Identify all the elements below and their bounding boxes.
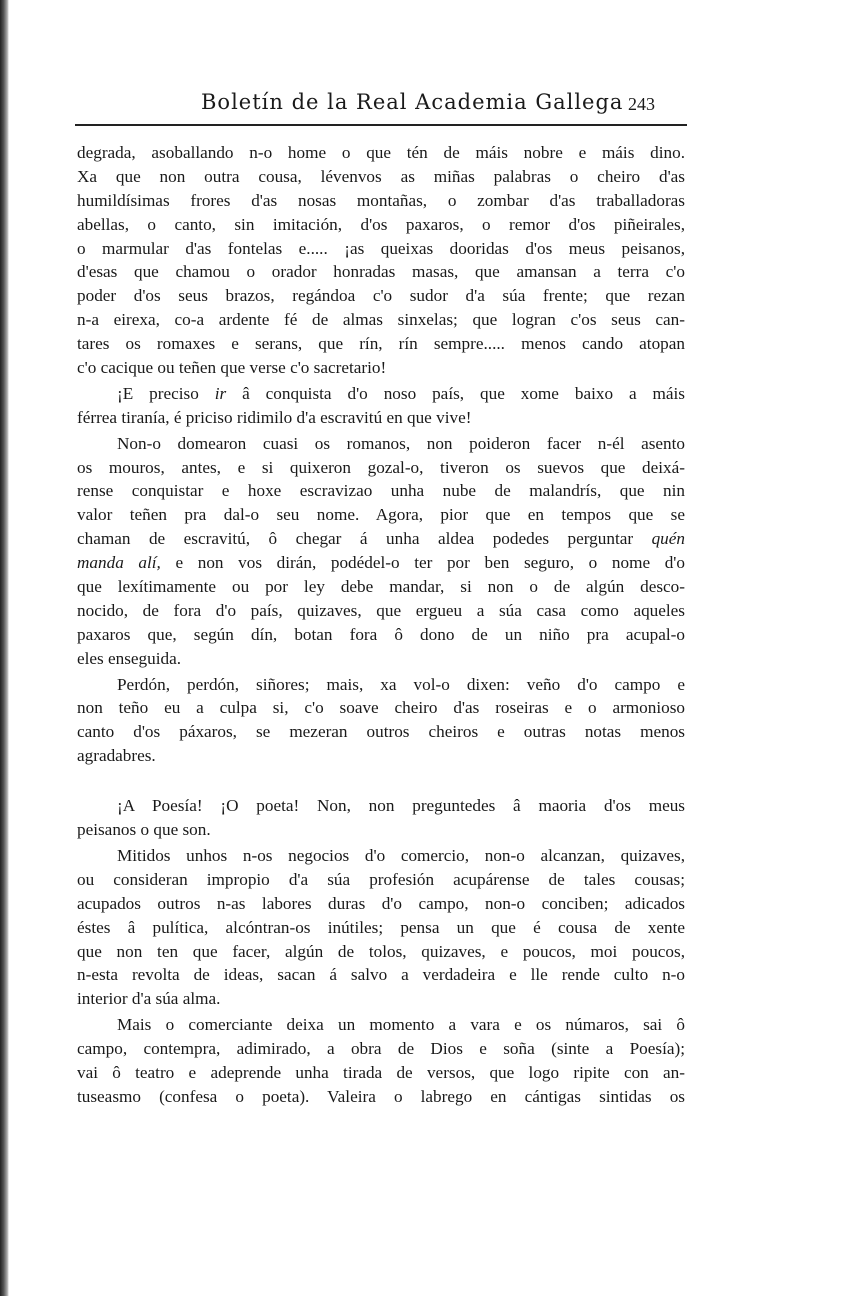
text-line — [77, 382, 685, 406]
text-line: n-esta revolta de ideas, sacan á salvo a verdadeira e lle rende culto n-o — [77, 965, 685, 985]
paragraph — [77, 794, 685, 842]
text-line: tares os romaxes e serans, que rín, rín sempre..... menos cando atopan — [77, 334, 685, 354]
text-line: Mitidos unhos n-os negocios d'o comercio, non-o alcanzan, quizaves, — [117, 845, 685, 865]
text-line: nocido, de fora d'o país, quizaves, que ergueu a súa casa como aqueles — [77, 600, 685, 620]
text-line: que lexítimamente ou por ley debe mandar, si non o de algún desco- — [77, 577, 685, 597]
text-line: paxaros que, según dín, botan fora ô dono de un niño pra acupal-o — [77, 624, 685, 644]
running-header — [75, 88, 687, 126]
paragraph — [77, 141, 685, 380]
paragraph — [77, 382, 685, 430]
page-number: 243 — [628, 94, 655, 114]
scan-edge — [0, 0, 9, 1296]
italic-text: manda alí, — [77, 553, 161, 573]
text-line: Xa que non outra cousa, lévenvos as miñas palabras o cheiro d'as — [77, 166, 685, 186]
text-segment: ¡E preciso — [117, 383, 215, 403]
text-line: interior d'a súa alma. — [77, 989, 221, 1009]
text-line: éstes â pulítica, alcóntran-os inútiles; pensa un que é cousa de xente — [77, 917, 685, 937]
text-line: eles enseguida. — [77, 648, 182, 668]
text-segment: â conquista d'o noso país, que xome baixo a máis — [226, 383, 685, 403]
text-line: valor teñen pra dal-o seu nome. Agora, pior que en tempos que se — [77, 505, 685, 525]
text-line: c'o cacique ou teñen que verse c'o sacretario! — [77, 358, 387, 378]
text-line: canto d'os páxaros, se mezeran outros cheiros e outras notas menos — [77, 722, 685, 742]
text-line: Perdón, perdón, siñores; mais, xa vol-o dixen: veño d'o campo e — [117, 674, 685, 694]
text-line: férrea tiranía, é priciso ridimilo d'a escravitú en que vive! — [77, 407, 472, 427]
text-line: ¡A Poesía! ¡O poeta! Non, non preguntedes â maoria d'os meus — [117, 796, 685, 816]
text-line: non teño eu a culpa si, c'o soave cheiro d'as roseiras e o armonioso — [77, 698, 685, 718]
text-line: acupados outros n-as labores duras d'o campo, non-o conciben; adicados — [77, 893, 685, 913]
text-line: poder d'os seus brazos, regándoa c'o sudor d'a súa frente; que rezan — [77, 286, 685, 306]
text-line — [77, 551, 685, 575]
paragraph — [77, 673, 685, 769]
text-line: degrada, asoballando n-o home o que tén de máis nobre e máis dino. — [77, 143, 685, 162]
text-line: Mais o comerciante deixa un momento a vara e os númaros, sai ô — [117, 1015, 685, 1035]
italic-text: ir — [214, 383, 227, 403]
text-line: d'esas que chamou o orador honradas masas, que amansan a terra c'o — [77, 262, 685, 282]
text-line: abellas, o canto, sin imitación, d'os paxaros, o remor d'os piñeirales, — [77, 214, 685, 234]
paragraph — [77, 844, 685, 1011]
text-line: que non ten que facer, algún de tolos, quizaves, e poucos, moi poucos, — [77, 941, 685, 961]
paragraph — [77, 1013, 685, 1109]
text-line: n-a eirexa, co-a ardente fé de almas sinxelas; que logran c'os seus can- — [77, 310, 685, 330]
body-text — [77, 141, 685, 1111]
text-segment: chaman de escravitú, ô chegar á unha aldea podedes perguntar — [77, 529, 652, 549]
text-line: os mouros, antes, e si quixeron gozal-o, tiveron os suevos que deixá- — [77, 457, 685, 477]
text-line: o marmular d'as fontelas e..... ¡as queixas dooridas d'os meus peisanos, — [77, 238, 685, 258]
text-line: tuseasmo (confesa o poeta). Valeira o labrego en cántigas sintidas os — [77, 1086, 685, 1106]
text-line: humildísimas frores d'as nosas montañas, o zombar d'as traballadoras — [77, 190, 685, 210]
text-line: peisanos o que son. — [77, 820, 211, 840]
journal-title: Boletín de la Real Academia Gallega — [201, 90, 624, 114]
text-line: rense conquistar e hoxe escravizao unha nube de malandrís, que nin — [77, 481, 685, 501]
text-line: vai ô teatro e adeprende unha tirada de versos, que logo ripite con an- — [77, 1062, 685, 1082]
text-line: campo, contempra, adimirado, a obra de Dios e soña (sinte a Poesía); — [77, 1039, 685, 1059]
text-line: agradabres. — [77, 746, 156, 766]
paragraph — [77, 432, 685, 671]
text-segment: e non vos dirán, podédel-o ter por ben seguro, o nome d'o — [160, 553, 685, 573]
text-line — [77, 527, 685, 551]
italic-text: quén — [651, 529, 685, 549]
text-line: Non-o domearon cuasi os romanos, non poideron facer n-él asento — [117, 433, 685, 453]
text-line: ou consideran impropio d'a súa profesión acupárense de tales cousas; — [77, 869, 685, 889]
